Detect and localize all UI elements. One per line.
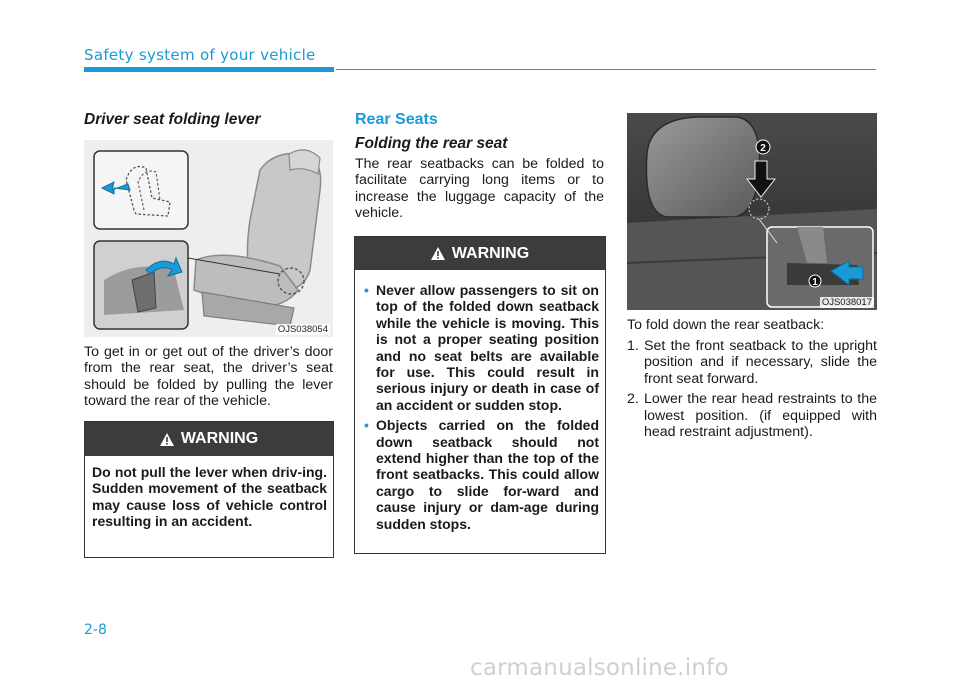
watermark: carmanualsonline.info — [470, 655, 729, 681]
warning-title: WARNING — [451, 244, 530, 262]
warning-header — [355, 237, 605, 270]
bullet-icon: • — [364, 417, 369, 434]
rear-seat-warning-box — [354, 236, 606, 554]
header-rule-thick — [84, 67, 334, 72]
rear-seat-illustration — [627, 113, 877, 310]
figure-code: OJS038054 — [277, 324, 328, 335]
warning-title: WARNING — [180, 430, 259, 447]
warning-icon — [431, 247, 445, 260]
header-rule-thin — [336, 69, 876, 70]
driver-seat-figure — [84, 140, 333, 337]
warning-item — [364, 417, 599, 532]
step-text: Set the front seatback to the upright position and if necessary, slide the front seat forward. — [644, 338, 877, 387]
warning-item-text: Never allow passengers to sit on top of the folded down seatback while the vehicle is moving. This is not a proper seating position and no seat belts are available for use. This could result in serious injury or death in case of an accident or sudden stop. — [376, 282, 599, 413]
rear-seat-figure — [627, 113, 877, 310]
rear-seats-paragraph: The rear seatbacks can be folded to facilitate carrying long items or to increase the luggage capacity of the vehicle. — [355, 156, 604, 222]
warning-list — [355, 270, 605, 532]
folding-rear-seat-heading: Folding the rear seat — [355, 135, 508, 152]
warning-item — [364, 282, 599, 413]
step-number: 2. — [627, 391, 639, 408]
section-title: Safety system of your vehicle — [84, 46, 316, 64]
fold-intro: To fold down the rear seatback: — [627, 317, 825, 333]
fold-steps — [627, 338, 877, 444]
warning-icon — [160, 433, 174, 446]
step-text: Lower the rear head restraints to the lowest position. (if equipped with head restraint adjustment). — [644, 391, 877, 441]
callout-2: 2 — [760, 143, 766, 154]
warning-header — [85, 422, 333, 456]
driver-seat-illustration — [84, 140, 333, 337]
step-item — [627, 338, 877, 387]
driver-seat-paragraph: To get in or get out of the driver’s door from the rear seat, the driver’s seat should be folded by pulling the lever toward the rear of the vehicle. — [84, 344, 333, 410]
rear-seats-heading: Rear Seats — [355, 111, 438, 128]
page-number: 2-8 — [84, 622, 107, 638]
step-item — [627, 391, 877, 440]
step-number: 1. — [627, 338, 639, 354]
bullet-icon: • — [364, 282, 369, 298]
warning-text: Do not pull the lever when driv-ing. Sudden movement of the seatback may cause loss of vehicle control resulting in an accident. — [92, 464, 327, 530]
warning-item-text: Objects carried on the folded down seatback should not extend higher than the top of the front seatbacks. This could allow cargo to slide for-ward and cause injury or dam-age during sudden stops. — [376, 417, 599, 532]
warning-box — [84, 421, 334, 558]
callout-1: 1 — [812, 277, 818, 288]
figure-code: OJS038017 — [821, 297, 872, 308]
driver-seat-heading: Driver seat folding lever — [84, 111, 261, 128]
